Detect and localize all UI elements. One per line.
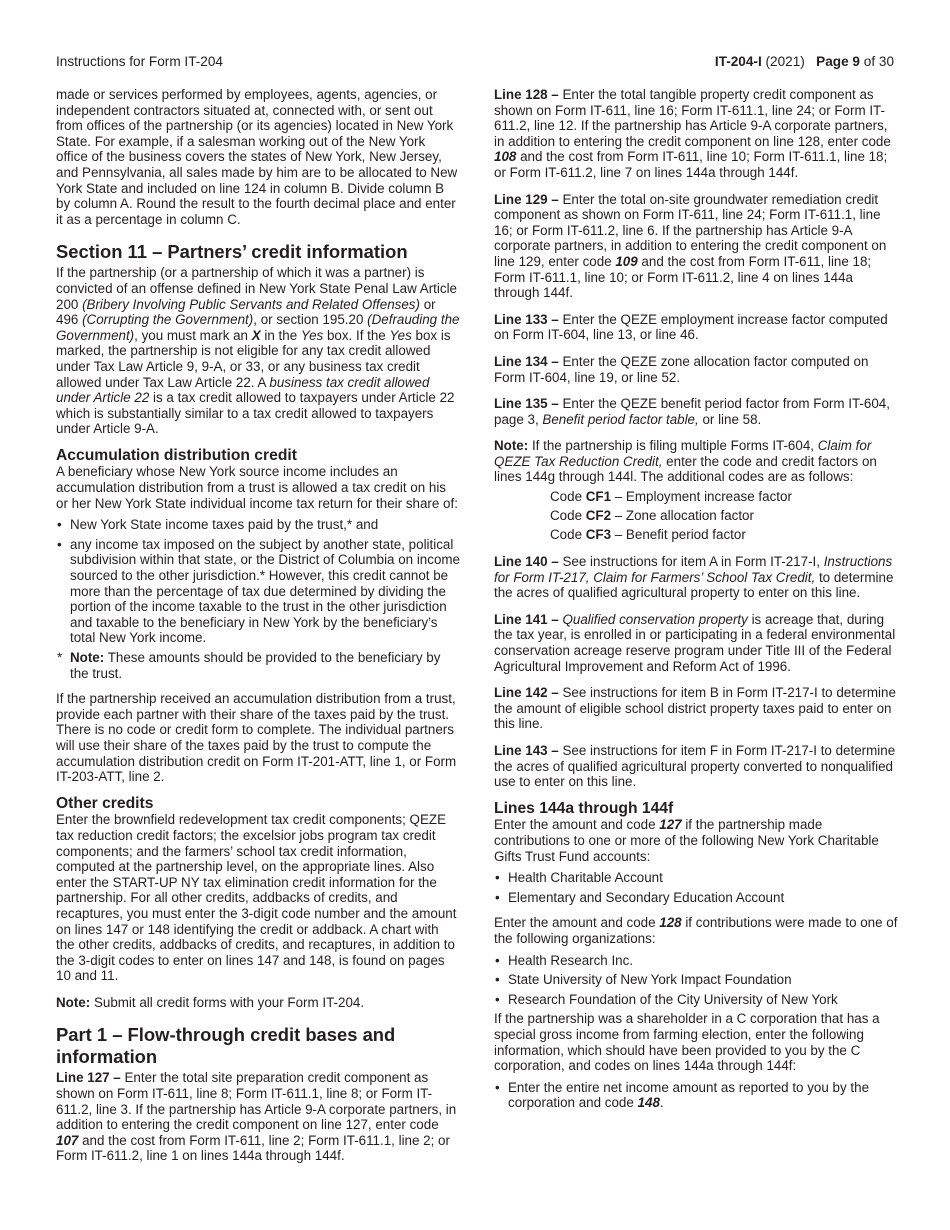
page-header (56, 54, 894, 72)
code-item: Code CF3 – Benefit period factor (550, 527, 746, 543)
line-143-paragraph: Line 143 – See instructions for item F in Form IT-217-I to determine the acres of qualified agricultural property converted to nonqualified use to enter on this line. (494, 743, 896, 790)
header-page-of: of 30 (863, 54, 894, 69)
line-127-paragraph: Line 127 – Enter the total site preparation credit component as shown on Form IT-611, line 8; Form IT-611.1, line 8; or Form IT-611.2, line 3. If the partnership has Article 9-A corporate partners, in addition to entering the credit component on line 127, enter code 107 and the cost from Form IT-611, line 2; Form IT-611.1, line 2; or Form IT-611.2, line 1 on lines 144a through 144f. (56, 1070, 457, 1164)
line-129-paragraph: Line 129 – Enter the total on-site groundwater remediation credit component as shown on Form IT-611, line 24; Form IT-611.1, line 16; or Form IT-611.2, line 6. If the partnership has Article 9-A corporate partners, in addition to entering the credit component on line 129, enter code 109 and the cost from Form IT-611, line 18; Form IT-611.1, line 10; or Form IT-611.2, line 4 on lines 144a through 144f. (494, 191, 887, 301)
lines-144-title: Lines 144a through 144f (494, 799, 674, 817)
list-item: • Enter the entire net income amount as reported to you by the corporation and code 148. (494, 1080, 898, 1111)
list-item: • Health Research Inc. (494, 953, 898, 969)
intro-paragraph: made or services performed by employees, agents, agencies, or independent contractors situated at, connected with, or sent out from offices of the partnership (or its agencies) located in New York State. For example, if a salesman working out of the New York office of the business covers the states of New York, New Jersey, and Pennsylvania, all sales made by him are to be allocated to New York State and included on line 124 in column B. Divide column B by column A. Round the result to the fourth decimal place and enter it as a percentage in column C. (56, 87, 458, 227)
section-11-title: Section 11 – Partners’ credit information (56, 241, 408, 263)
list-item: • any income tax imposed on the subject by another state, political subdivision within that state, or the District of Columbia on income sourced to the other jurisdiction.* However, this credit cannot be more than the percentage of tax due determined by dividing the portion of the income taxable to the trust in the other jurisdiction and taxable to the beneficiary in New York by the beneficiary’s total New York income. (56, 537, 460, 646)
other-credits-paragraph: Enter the brownfield redevelopment tax credit components; QEZE tax reduction credit factors; the excelsior jobs program tax credit components; and the farmers’ school tax credit information, computed at the partnership level, on the appropriate lines. Also enter the START-UP NY tax elimination credit information for the partnership. For all other credits, addbacks of credits, and recaptures, you must enter the 3-digit code number and the amount on lines 147 or 148 identifying the credit or addback. A chart with the other credits, addbacks of credits, and recaptures, in addition to the 3-digit codes to enter on lines 147 and 148, is found on pages 10 and 11. (56, 812, 457, 984)
other-credits-title: Other credits (56, 794, 154, 812)
list-item: • Health Charitable Account (494, 870, 898, 886)
left-column (56, 87, 460, 1175)
code-item: Code CF1 – Employment increase factor (550, 489, 792, 505)
code-128-paragraph: Enter the amount and code 128 if contributions were made to one of the following organizations: (494, 915, 898, 946)
section-11-paragraph: If the partnership (or a partnership of which it was a partner) is convicted of an offense defined in New York State Penal Law Article 200 (Bribery Involving Public Servants and Related Offenses) or 496 (Corrupting the Government), or section 195.20 (Defrauding the Government), you must mark an X in the Yes box. If the Yes box is marked, the partnership is not eligible for any tax credit allowed under Tax Law Article 9, 9-A, or 33, or any business tax credit allowed under Tax Law Article 22. A business tax credit allowed under Article 22 is a tax credit allowed to taxpayers under Article 22 which is substantially similar to a tax credit allowed to taxpayers under Article 9-A. (56, 265, 460, 437)
list-item: • Elementary and Secondary Education Account (494, 890, 898, 906)
header-year: (2021) (765, 54, 805, 69)
header-page-num: 9 (852, 54, 860, 69)
code-item: Code CF2 – Zone allocation factor (550, 508, 754, 524)
header-page-label: Page (816, 54, 849, 69)
list-item: • State University of New York Impact Foundation (494, 972, 898, 988)
code-148-paragraph: If the partnership was a shareholder in a C corporation that has a special gross income from farming election, enter the following information, which should have been provided to you by the C corporation, and codes on lines 144a through 144f: (494, 1011, 880, 1074)
code-127-paragraph: Enter the amount and code 127 if the partnership made contributions to one or more of the following New York Charitable Gifts Trust Fund accounts: (494, 817, 879, 864)
code-148-list (494, 1080, 898, 1111)
line-142-paragraph: Line 142 – See instructions for item B in Form IT-217-I to determine the amount of eligible school district property taxes paid to enter on this line. (494, 685, 896, 732)
star-mark: * (57, 650, 63, 665)
list-item: • New York State income taxes paid by the trust,* and (56, 517, 460, 533)
code-127-list (494, 870, 898, 905)
line-135-paragraph: Line 135 – Enter the QEZE benefit period factor from Form IT-604, page 3, Benefit period factor table, or line 58. (494, 396, 890, 427)
submit-note: Note: Submit all credit forms with your Form IT-204. (56, 994, 365, 1010)
header-page-info (715, 54, 894, 70)
line-140-paragraph: Line 140 – See instructions for item A in Form IT-217-I, Instructions for Form IT-217, Claim for Farmers’ School Tax Credit, to determine the acres of qualified agricultural property to enter on this line. (494, 554, 894, 601)
accumulation-title: Accumulation distribution credit (56, 446, 297, 464)
part-1-title: Part 1 – Flow-through credit bases and information (56, 1024, 396, 1068)
line-134-paragraph: Line 134 – Enter the QEZE zone allocation factor computed on Form IT-604, line 19, or line 52. (494, 353, 869, 385)
right-column (494, 87, 898, 1121)
line-141-paragraph: Line 141 – Qualified conservation property is acreage that, during the tax year, is enrolled in or participating in a federal environmental conservation acreage reserve program under Title III of the Federal Agricultural Improvement and Reform Act of 1996. (494, 611, 896, 674)
code-128-list (494, 953, 898, 1008)
line-128-paragraph: Line 128 – Enter the total tangible property credit component as shown on Form IT-611, line 16; Form IT-611.1, line 24; or Form IT-611.2, line 12. If the partnership has Article 9-A corporate partners, in addition to entering the credit component on line 128, enter code 108 and the cost from Form IT-611, line 10; Form IT-611.1, line 18; or Form IT-611.2, line 7 on lines 144a through 144f. (494, 87, 891, 180)
header-title: Instructions for Form IT-204 (56, 54, 223, 69)
list-item: • Research Foundation of the City University of New York (494, 992, 898, 1008)
accumulation-paragraph-2: If the partnership received an accumulation distribution from a trust, provide each partner with their share of the taxes paid by the trust. There is no code or credit form to complete. The individual partners will use their share of the taxes paid by the trust to compute the accumulation distribution credit on Form IT-201-ATT, line 1, or Form IT-203-ATT, line 2. (56, 691, 457, 785)
code-list (550, 489, 898, 543)
qeze-note: Note: If the partnership is filing multiple Forms IT-604, Claim for QEZE Tax Reduction Credit, enter the code and credit factors on lines 144g through 144l. The additional codes are as follows: (494, 438, 877, 485)
line-133-paragraph: Line 133 – Enter the QEZE employment increase factor computed on Form IT-604, line 13, or line 46. (494, 311, 888, 343)
accumulation-list (56, 517, 460, 646)
header-form: IT-204-I (714, 54, 762, 69)
accumulation-paragraph: A beneficiary whose New York source income includes an accumulation distribution from a trust is allowed a tax credit on his or her New York State individual income tax return for their share of: (56, 464, 458, 511)
star-note: * Note: These amounts should be provided to the beneficiary by the trust. (57, 650, 441, 681)
